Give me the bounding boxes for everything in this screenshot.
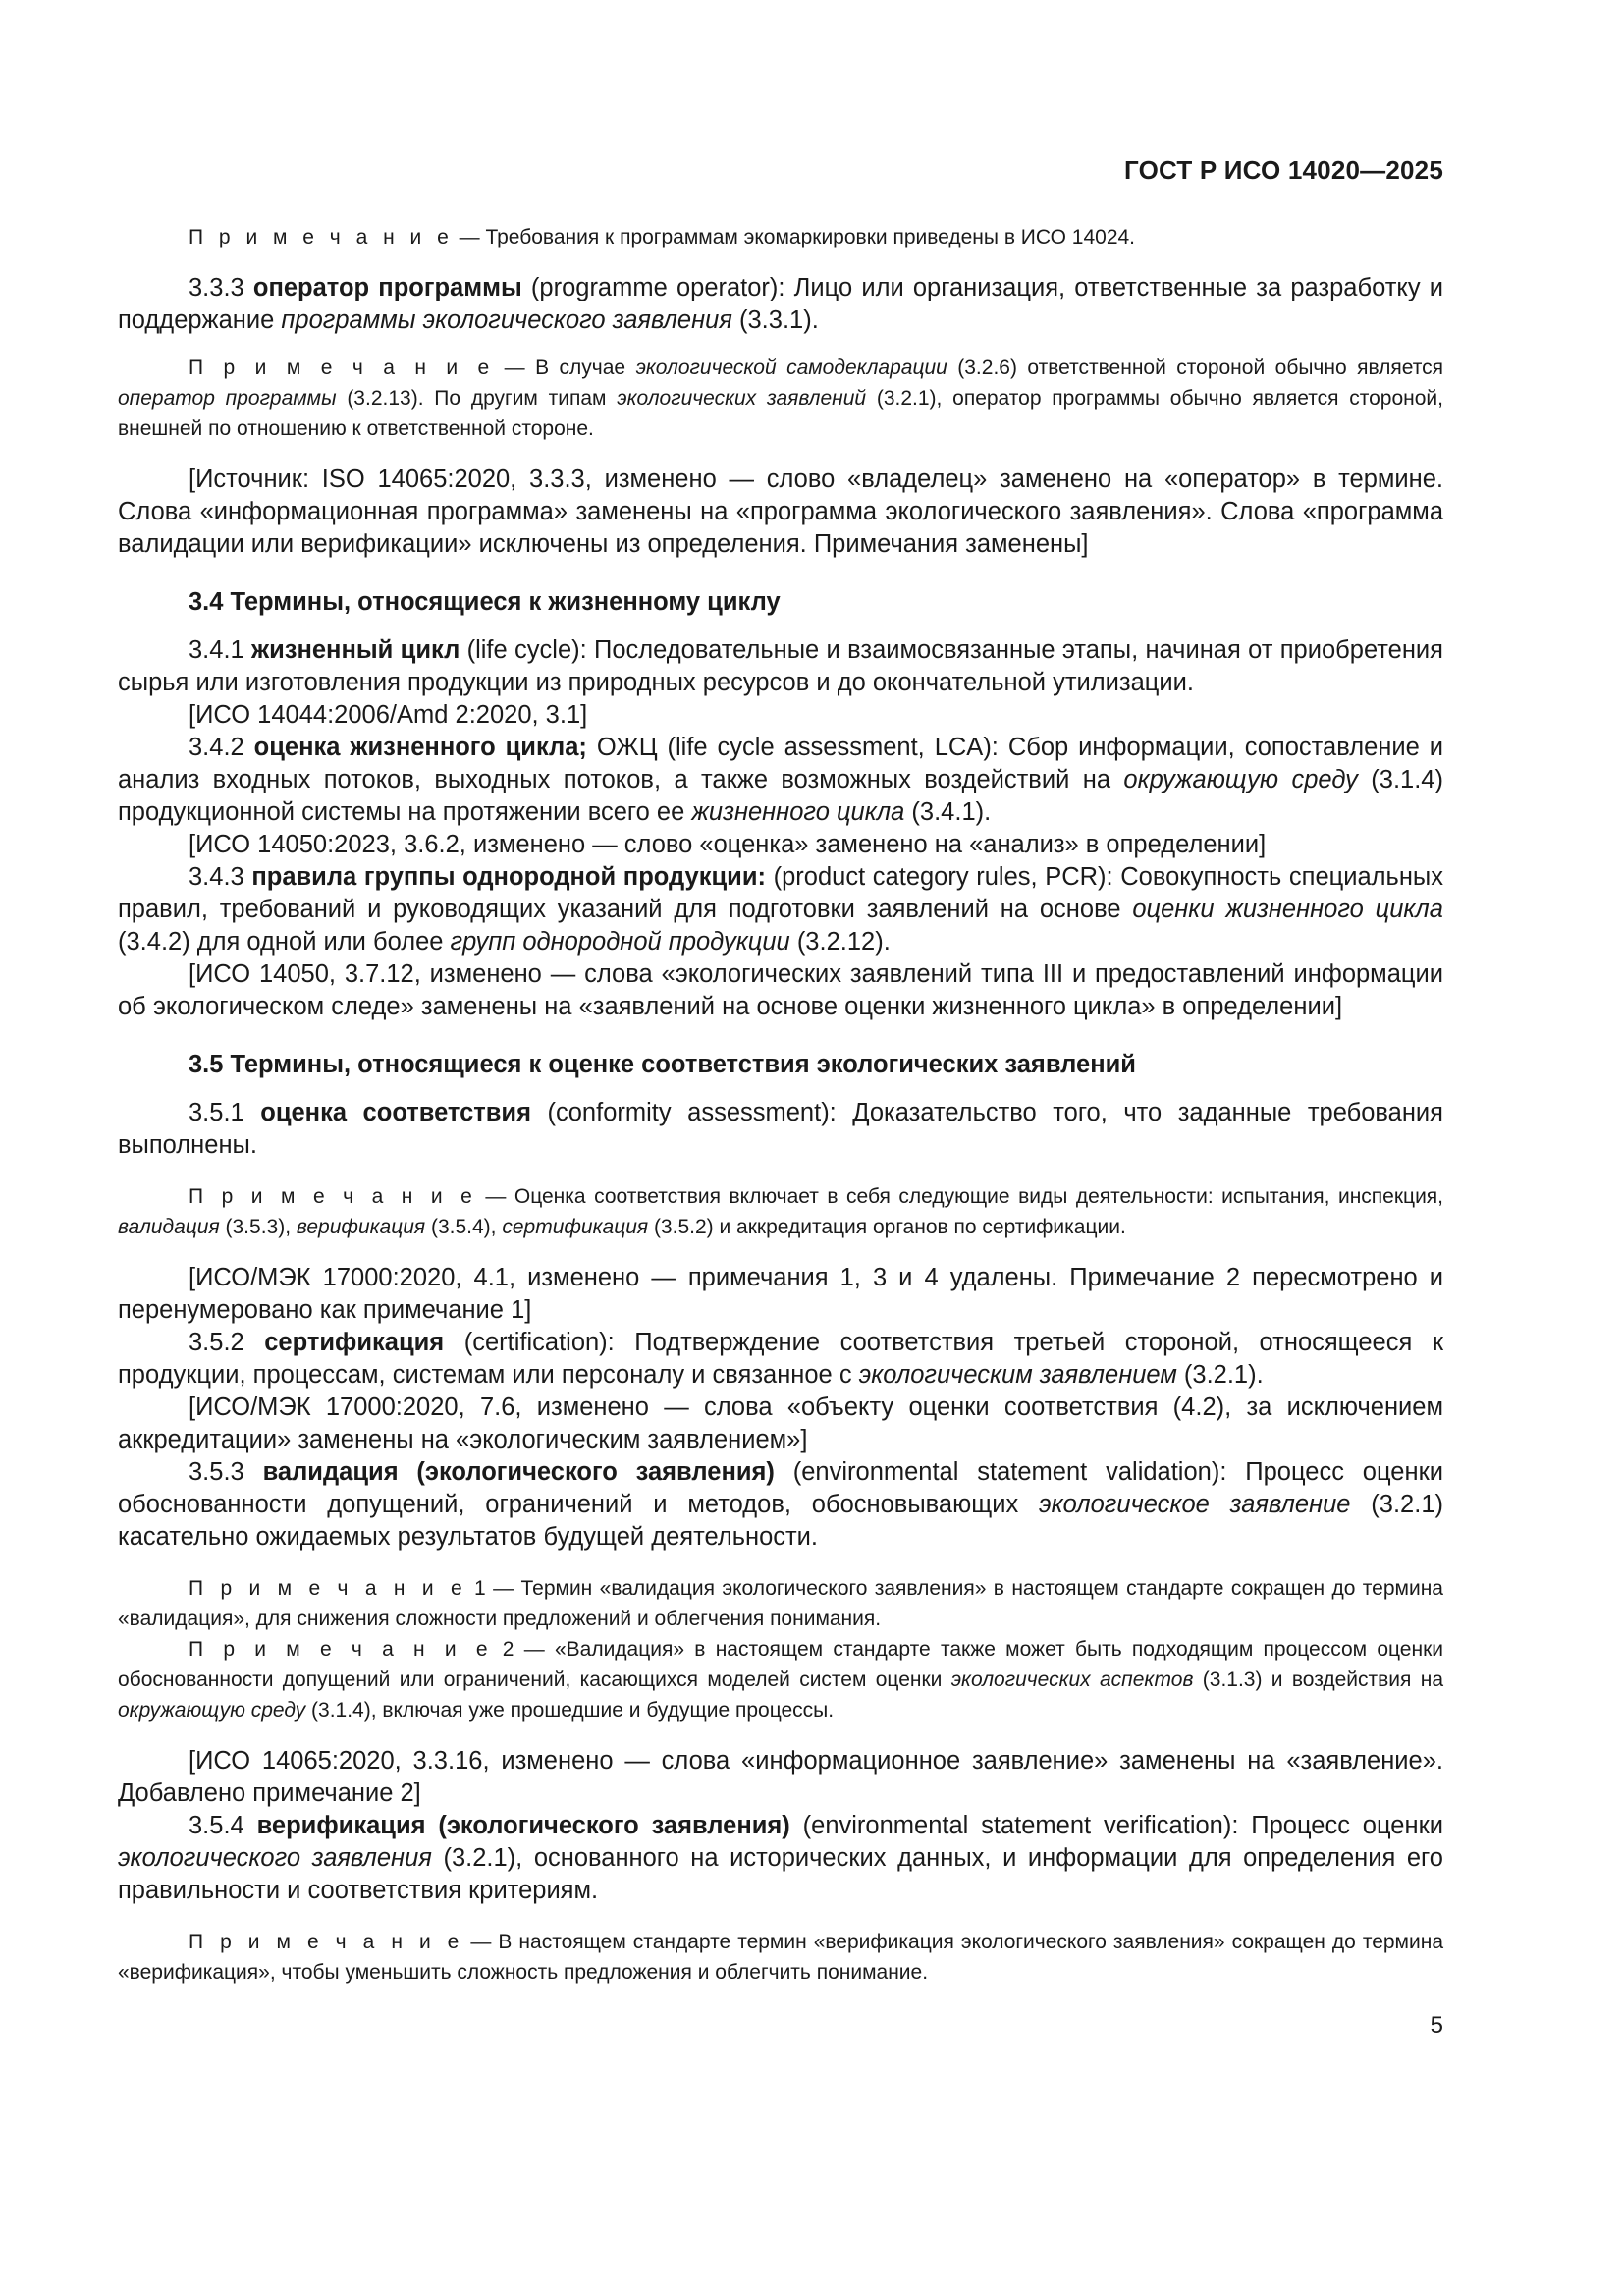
- note-label: П р и м е ч а н и е: [189, 356, 495, 379]
- source-3-3-3: [Источник: ISO 14065:2020, 3.3.3, изменено — слово «владелец» заменено на «оператор» в термине. Слова «информационная программа» заменены на «программа экологического заявления». Слова «программа валидации или верификации» исключены из определения. Примечания заменены]: [118, 465, 1443, 558]
- term-title: правила группы однородной продукции:: [251, 863, 766, 891]
- note-conformity: П р и м е ч а н и е — Оценка соответствия включает в себя следующие виды деятельности: испытания, инспекция, валидация (3.5.3), верификация (3.5.4), сертификация (3.5.2) и аккредитация органов по сертификации.: [118, 1185, 1443, 1238]
- term-3-5-4: 3.5.4 верификация (экологического заявления) (environmental statement verification): Процесс оценки экологического заявления (3.2.1), основанного на исторических данных, и информации для определения его правильности и соответствия критериям.: [118, 1812, 1443, 1904]
- term-3-5-1: 3.5.1 оценка соответствия (conformity assessment): Доказательство того, что заданные требования выполнены.: [118, 1099, 1443, 1159]
- source-3-4-3: [ИСО 14050, 3.7.12, изменено — слова «экологических заявлений типа III и предоставлений информации об экологическом следе» заменены на «заявлений на основе оценки жизненного цикла» в определении]: [118, 960, 1443, 1020]
- document-page: [118, 0, 1443, 2296]
- term-3-3-3: 3.3.3 оператор программы (programme operator): Лицо или организация, ответственные за разработку и поддержание программы экологического заявления (3.3.1).: [118, 274, 1443, 334]
- source-3-4-2: [ИСО 14050:2023, 3.6.2, изменено — слово «оценка» заменено на «анализ» в определении]: [189, 831, 1267, 858]
- note-validation-1: П р и м е ч а н и е 1 — Термин «валидация экологического заявления» в настоящем стандарте сокращен до термина «валидация», для снижения сложности предложений и облегчения понимания.: [118, 1577, 1443, 1630]
- term-title: верификация (экологического заявления): [256, 1812, 790, 1839]
- term-3-5-3: 3.5.3 валидация (экологического заявления) (environmental statement validation): Процесс оценки обоснованности допущений, ограничений и методов, обосновывающих экологическое заявление (3.2.1) касательно ожидаемых результатов будущей деятельности.: [118, 1458, 1443, 1551]
- note-label: П р и м е ч а н и е: [189, 226, 454, 248]
- source-3-5-2: [ИСО/МЭК 17000:2020, 7.6, изменено — слова «объекту оценки соответствия (4.2), за исключением аккредитации» заменены на «экологическим заявлением»]: [118, 1394, 1443, 1453]
- note-verification: П р и м е ч а н и е — В настоящем стандарте термин «верификация экологического заявления» сокращен до термина «верификация», чтобы уменьшить сложность предложения и облегчить понимание.: [118, 1931, 1444, 1984]
- source-3-5-3: [ИСО 14065:2020, 3.3.16, изменено — слова «информационное заявление» заменены на «заявление». Добавлено примечание 2]: [118, 1747, 1443, 1807]
- term-title: оценка соответствия: [260, 1099, 531, 1126]
- page-number: 5: [1430, 2012, 1443, 2039]
- note-label: П р и м е ч а н и е: [189, 1931, 464, 1953]
- note-program-requirements: П р и м е ч а н и е — Требования к программам экомаркировки приведены в ИСО 14024.: [189, 226, 1136, 248]
- term-3-4-3: 3.4.3 правила группы однородной продукции: (product category rules, PCR): Совокупность специальных правил, требований и руководящих указаний для подготовки заявлений на основе оценки жизненного цикла (3.4.2) для одной или более групп однородной продукции (3.2.12).: [118, 863, 1443, 956]
- section-heading-3-5: 3.5 Термины, относящиеся к оценке соответствия экологических заявлений: [189, 1051, 1136, 1078]
- source-3-5-1: [ИСО/МЭК 17000:2020, 4.1, изменено — примечания 1, 3 и 4 удалены. Примечание 2 пересмотрено и перенумеровано как примечание 1]: [118, 1264, 1443, 1324]
- note-validation-2: П р и м е ч а н и е 2 — «Валидация» в настоящем стандарте также может быть подходящим процессом оценки обоснованности допущений или ограничений, касающихся моделей систем оценки экологических аспектов (3.1.3) и воздействия на окружающую среду (3.1.4), включая уже прошедшие и будущие процессы.: [118, 1638, 1443, 1722]
- section-heading-3-4: 3.4 Термины, относящиеся к жизненному циклу: [189, 588, 781, 616]
- document-header: ГОСТ Р ИСО 14020—2025: [1123, 155, 1443, 185]
- term-title: оценка жизненного цикла;: [253, 734, 587, 761]
- note-label: П р и м е ч а н и е: [189, 1185, 477, 1208]
- source-3-4-1: [ИСО 14044:2006/Amd 2:2020, 3.1]: [189, 701, 588, 729]
- term-3-4-2: 3.4.2 оценка жизненного цикла; ОЖЦ (life cycle assessment, LCA): Сбор информации, сопоставление и анализ входных потоков, выходных потоков, а также возможных воздействий на окружающую среду (3.1.4) продукционной системы на протяжении всего ее жизненного цикла (3.4.1).: [118, 734, 1443, 826]
- term-3-4-1: 3.4.1 жизненный цикл (life cycle): Последовательные и взаимосвязанные этапы, начиная от приобретения сырья или изготовления продукции из природных ресурсов и до окончательной утилизации.: [118, 636, 1443, 696]
- note-label: П р и м е ч а н и е: [189, 1577, 467, 1600]
- term-3-5-2: 3.5.2 сертификация (certification): Подтверждение соответствия третьей стороной, относящееся к продукции, процессам, системам или персоналу и связанное с экологическим заявлением (3.2.1).: [118, 1329, 1443, 1389]
- term-title: валидация (экологического заявления): [262, 1458, 775, 1486]
- term-title: жизненный цикл: [251, 636, 460, 664]
- note-program-operator: П р и м е ч а н и е — В случае экологической самодекларации (3.2.6) ответственной стороной обычно является оператор программы (3.2.13). По другим типам экологических заявлений (3.2.1), оператор программы обычно является стороной, внешней по отношению к ответственной стороне.: [118, 356, 1444, 440]
- term-title: оператор программы: [252, 274, 522, 301]
- document-body: [118, 222, 1443, 1988]
- note-label: П р и м е ч а н и е: [189, 1638, 493, 1661]
- term-title: сертификация: [264, 1329, 445, 1356]
